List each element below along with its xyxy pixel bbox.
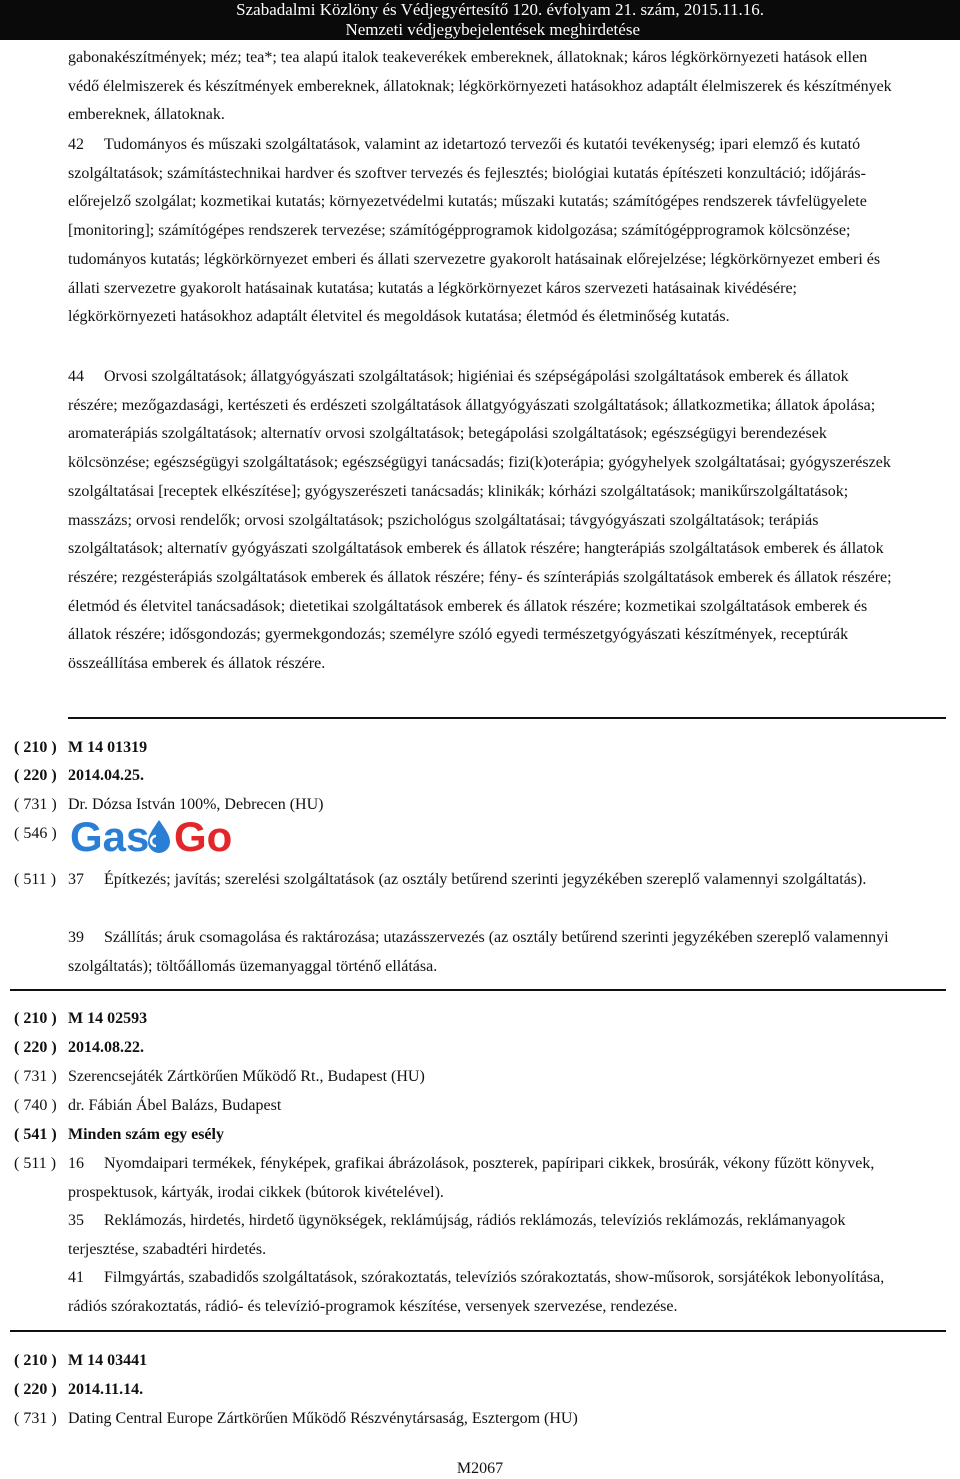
field-541: ( 541 ) Minden szám egy esély	[14, 1126, 224, 1143]
class-37-paragraph: 37 Építkezés; javítás; szerelési szolgáltatások (az osztály betűrend szerinti jegyzékében szereplő valamennyi szolgáltatás).	[68, 871, 867, 888]
class-41-paragraph: 41 Filmgyártás, szabadidős szolgáltatások, szórakoztatás, televíziós szórakoztatás, show-műsorok, sorsjátékok lebonyolítása, rádiós szórakoztatás, rádió- és televízió-programok készítése, versenyek szervezése, rendezése.	[68, 1269, 885, 1315]
field-546: ( 546 )	[14, 825, 57, 842]
intro-text: gabonakészítmények; méz; tea*; tea alapú italok teakeverékek embereknek, állatoknak; káros légkörkörnyezeti hatások ellen védő élelmiszerek és készítmények embereknek, állatoknak; légkörkörnyezeti hatásokhoz adaptált élelmiszerek és készítmények embereknek, állatoknak.	[68, 49, 892, 124]
gasgo-logo-image	[70, 814, 234, 858]
class-text: Orvosi szolgáltatások; állatgyógyászati szolgáltatások; higiéniai és szépségápolási szolgáltatások emberek és állatok részére; mezőgazdasági, kertészeti és erdészeti szolgáltatások állatgyógyászati szolgáltatások; állatkozmetika; állatok ápolása; aromaterápiás szolgáltatások; alternatív orvosi szolgáltatások; betegápolási szolgáltatások; egészségügyi berendezések kölcsönzése; egészségügyi szolgáltatások; egészségügyi tanácsadás; fizi(k)oterápia; gyógyhelyek szolgáltatásai; gyógyszerészek szolgáltatásai [receptek elkészítése]; gyógyszerészeti tanácsadás; klinikák; kórházi szolgáltatások; manikűrszolgáltatások; masszázs; orvosi rendelők; orvosi szolgáltatások; pszichológus szolgáltatásai; távgyógyászati szolgáltatások; terápiás szolgáltatások; alternatív gyógyászati szolgáltatások emberek és állatok részére; hangterápiás szolgáltatások emberek és állatok részére; rezgésterápiás szolgáltatások emberek és állatok részére; fény- és színterápiás szolgáltatások emberek és állatok részére; életmód és életvitel tanácsadások; dietetikai szolgáltatások emberek és állatok részére; kozmetikai szolgáltatások emberek és állatok részére; idősgondozás; gyermekgondozás; személyre szóló egyedi természetgyógyászati készítmények, receptúrák összeállítása emberek és állatok részére.	[68, 368, 892, 673]
field-220: ( 220 ) 2014.11.14.	[14, 1381, 144, 1398]
separator-rule	[10, 1330, 946, 1332]
field-210: ( 210 ) M 14 02593	[14, 1010, 148, 1027]
class-39-paragraph: 39 Szállítás; áruk csomagolása és raktározása; utazásszervezés (az osztály betűrend szerinti jegyzékében szereplő valamennyi szolgáltatás); töltőállomás üzemanyaggal történő ellátása.	[68, 929, 889, 975]
journal-title: Szabadalmi Közlöny és Védjegyértesítő 120. évfolyam 21. szám, 2015.11.16.	[236, 0, 764, 19]
logo-go-text: Go	[174, 814, 233, 858]
class-text: Tudományos és műszaki szolgáltatások, valamint az idetartozó tervezői és kutatói tevékenység; ipari elemző és kutató szolgáltatások; számítástechnikai hardver és szoftver tervezés és fejlesztés; biológiai kutatás építészeti konzultáció; időjárás-előrejelző szolgálat; kozmetikai kutatás; környezetvédelmi kutatás; műszaki kutatás; számítógépes rendszerek távfelügyelete [monitoring]; számítógépes rendszerek tervezése; számítógépprogramok kidolgozása; számítógépprogramok kölcsönzése; tudományos kutatás; légkörkörnyezet emberi és állati szervezetre gyakorolt hatásainak előrejelzése; légkörkörnyezet emberi és állati szervezetre gyakorolt hatásainak kutatása; kutatás a légkörkörnyezet káros szervezeti hatásainak kivédésére; légkörkörnyezeti hatásokhoz adaptált életvitel és megoldások kutatása; életmód és életminőség kutatás.	[68, 136, 881, 326]
field-731: ( 731 ) Dating Central Europe Zártkörűen Működő Részvénytársaság, Esztergom (HU)	[14, 1410, 578, 1427]
class-code: 44	[68, 368, 84, 385]
page-number: M2067	[456, 1460, 504, 1477]
field-511: ( 511 )	[14, 1155, 57, 1172]
field-220: ( 220 ) 2014.08.22.	[14, 1039, 144, 1056]
class-code: 42	[68, 136, 84, 153]
field-740: ( 740 ) dr. Fábián Ábel Balázs, Budapest	[14, 1097, 282, 1114]
field-731: ( 731 ) Dr. Dózsa István 100%, Debrecen (HU)	[14, 796, 324, 813]
logo-gas-text: Gas	[70, 814, 150, 858]
field-210: ( 210 ) M 14 01319	[14, 739, 148, 756]
class-35-paragraph: 35 Reklámozás, hirdetés, hirdető ügynökségek, reklámújság, rádiós reklámozás, televíziós reklámozás, reklámanyagok terjesztése, szabadtéri hirdetés.	[68, 1212, 846, 1258]
page-header	[0, 0, 960, 40]
field-220: ( 220 ) 2014.04.25.	[14, 767, 144, 784]
separator-rule	[10, 989, 946, 991]
class-44-paragraph	[68, 363, 898, 679]
field-511: ( 511 )	[14, 871, 57, 888]
section-title: Nemzeti védjegybejelentések meghirdetése	[345, 20, 640, 39]
class-16-paragraph: 16 Nyomdaipari termékek, fényképek, grafikai ábrázolások, poszterek, papíripari cikkek, brosúrák, vékony fűzött könyvek, prospektusok, kártyák, irodai cikkek (bútorok kivételével).	[68, 1155, 875, 1201]
field-731: ( 731 ) Szerencsejáték Zártkörűen Működő Rt., Budapest (HU)	[14, 1068, 425, 1085]
drop-icon	[148, 820, 170, 853]
field-210: ( 210 ) M 14 03441	[14, 1352, 148, 1369]
separator-rule	[68, 717, 946, 719]
class-42-paragraph	[68, 131, 898, 332]
